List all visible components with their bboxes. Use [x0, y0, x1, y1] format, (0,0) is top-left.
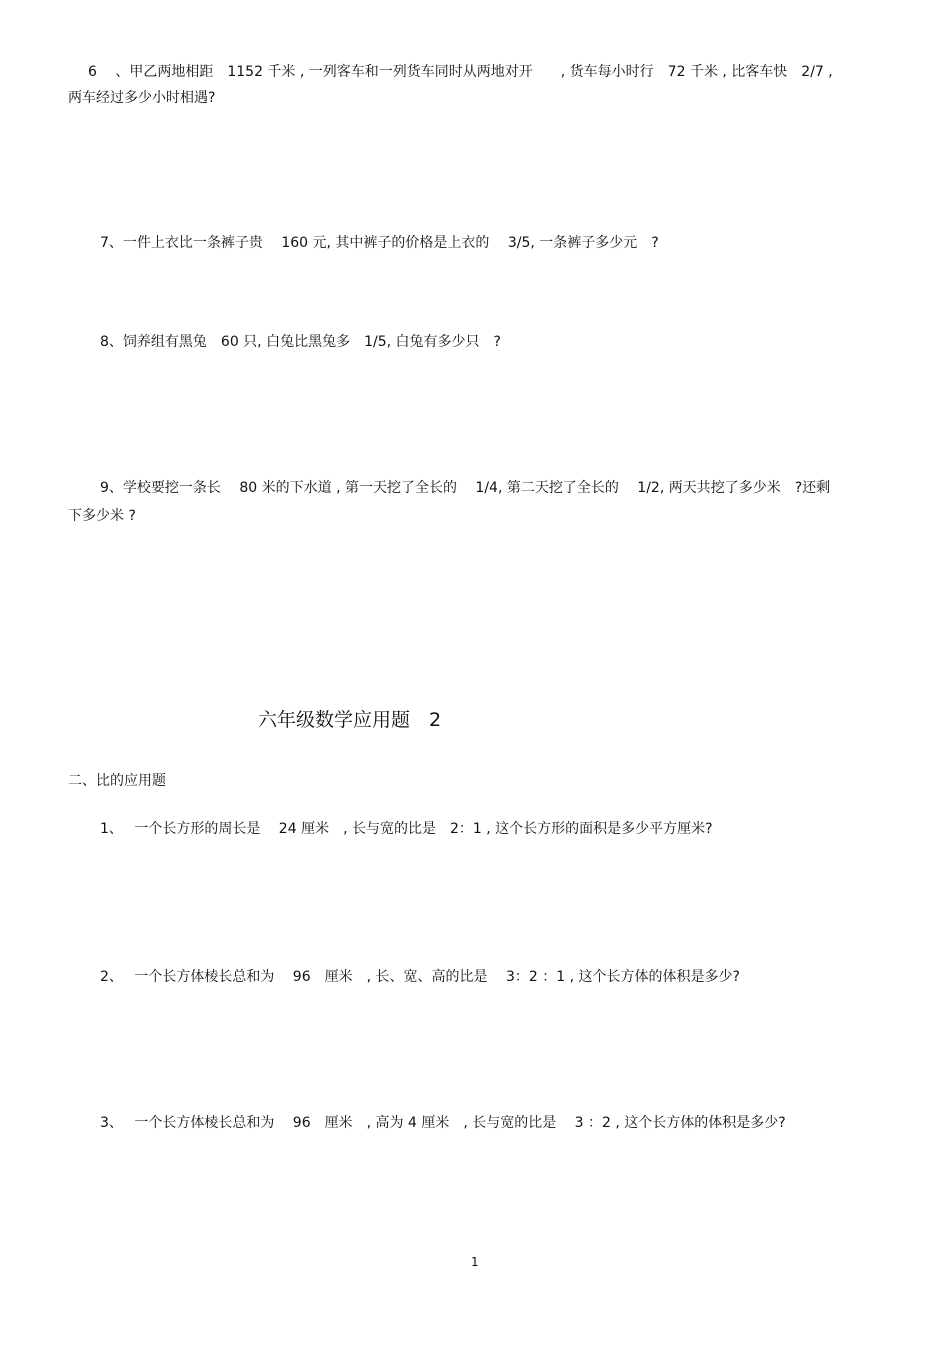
section-heading: 二、比的应用题 [68, 773, 166, 789]
question-9-line-2: 下多少米 ? [68, 508, 136, 524]
question-7-line-1: 7、一件上衣比一条裤子贵 160 元, 其中裤子的价格是上衣的 3/5, 一条裤子多少元 ? [100, 235, 659, 251]
ratio-question-3: 3、 一个长方体棱长总和为 96 厘米 , 高为 4 厘米 , 长与宽的比是 3 ：2 , 这个长方体的体积是多少? [100, 1115, 786, 1131]
page-number: 1 [471, 1255, 479, 1269]
question-9-line-1: 9、学校要挖一条长 80 米的下水道 , 第一天挖了全长的 1/4, 第二天挖了全长的 1/2, 两天共挖了多少米 ?还剩 [100, 480, 831, 496]
question-6-line-1: 6 、甲乙两地相距 1152 千米 , 一列客车和一列货车同时从两地对开 , 货车每小时行 72 千米 , 比客车快 2/7 , [88, 64, 833, 80]
question-8-line-1: 8、饲养组有黑兔 60 只, 白兔比黑兔多 1/5, 白兔有多少只 ? [100, 334, 501, 350]
section-title: 六年级数学应用题 2 [258, 709, 442, 731]
question-6-line-2: 两车经过多少小时相遇? [68, 90, 216, 106]
ratio-question-1: 1、 一个长方形的周长是 24 厘米 , 长与宽的比是 2：1 , 这个长方形的面积是多少平方厘米? [100, 821, 713, 837]
ratio-question-2: 2、 一个长方体棱长总和为 96 厘米 , 长、宽、高的比是 3：2 ：1 , 这个长方体的体积是多少? [100, 969, 740, 985]
